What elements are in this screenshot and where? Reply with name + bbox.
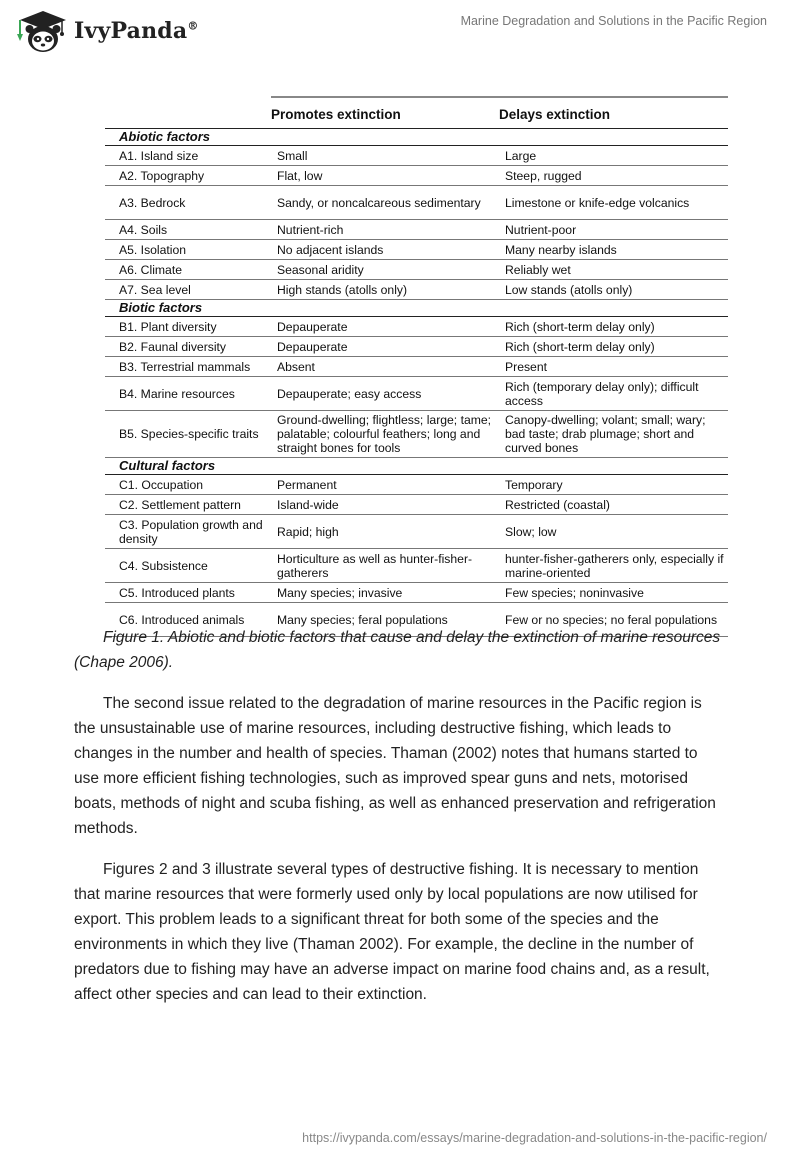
- promotes-cell: Horticulture as well as hunter-fisher-gatherers: [271, 549, 499, 583]
- factor-cell: B3. Terrestrial mammals: [105, 357, 271, 377]
- body-paragraph: Figures 2 and 3 illustrate several types of destructive fishing. It is necessary to mention that marine resources that were formerly used only by local populations are now utilised for export. This problem leads to a significant threat for both some of the species and the environments in which they live (Thaman 2002). For example, the decline in the number of predators due to fishing may have an adverse impact on marine food chains and, as a result, affect other species and can lead to their extinction.: [74, 861, 710, 1003]
- delays-cell: Rich (short-term delay only): [499, 337, 728, 357]
- header-delays: Delays extinction: [499, 97, 728, 129]
- factor-cell: B4. Marine resources: [105, 377, 271, 411]
- figure-caption: Figure 1. Abiotic and biotic factors that cause and delay the extinction of marine resources (Chape 2006).: [74, 629, 721, 671]
- promotes-cell: Small: [271, 146, 499, 166]
- promotes-cell: No adjacent islands: [271, 240, 499, 260]
- promotes-cell: Depauperate; easy access: [271, 377, 499, 411]
- section-row-abiotic: [105, 129, 728, 146]
- promotes-cell: High stands (atolls only): [271, 280, 499, 300]
- factor-cell: A3. Bedrock: [105, 186, 271, 220]
- header-promotes: Promotes extinction: [271, 97, 499, 129]
- factor-cell: B5. Species-specific traits: [105, 411, 271, 458]
- delays-cell: Few or no species; no feral populations: [499, 603, 728, 637]
- page-header: [0, 0, 800, 60]
- brand-name: IvyPanda®: [74, 18, 199, 44]
- table-row: [105, 515, 728, 549]
- delays-cell: Canopy-dwelling; volant; small; wary; bad taste; drab plumage; short and curved bones: [499, 411, 728, 458]
- promotes-cell: Permanent: [271, 475, 499, 495]
- promotes-cell: Rapid; high: [271, 515, 499, 549]
- delays-cell: Rich (temporary delay only); difficult access: [499, 377, 728, 411]
- table-row: [105, 260, 728, 280]
- promotes-cell: Island-wide: [271, 495, 499, 515]
- figure-1: [105, 96, 728, 637]
- section-title: Abiotic factors: [105, 129, 728, 146]
- delays-cell: Limestone or knife-edge volcanics: [499, 186, 728, 220]
- ivypanda-logo[interactable]: [14, 8, 204, 54]
- factor-cell: A7. Sea level: [105, 280, 271, 300]
- table-row: [105, 357, 728, 377]
- factor-cell: C5. Introduced plants: [105, 583, 271, 603]
- table-row: [105, 337, 728, 357]
- promotes-cell: Flat, low: [271, 166, 499, 186]
- delays-cell: Many nearby islands: [499, 240, 728, 260]
- source-url[interactable]: https://ivypanda.com/essays/marine-degradation-and-solutions-in-the-pacific-region/: [302, 1131, 767, 1145]
- promotes-cell: Absent: [271, 357, 499, 377]
- table-header-row: [105, 97, 728, 129]
- delays-cell: Reliably wet: [499, 260, 728, 280]
- delays-cell: Large: [499, 146, 728, 166]
- document-title: Marine Degradation and Solutions in the Pacific Region: [460, 14, 767, 28]
- delays-cell: Few species; noninvasive: [499, 583, 728, 603]
- promotes-cell: Many species; invasive: [271, 583, 499, 603]
- table-row: [105, 146, 728, 166]
- factor-cell: A2. Topography: [105, 166, 271, 186]
- factor-cell: C2. Settlement pattern: [105, 495, 271, 515]
- section-row-biotic: [105, 300, 728, 317]
- delays-cell: Steep, rugged: [499, 166, 728, 186]
- promotes-cell: Depauperate: [271, 337, 499, 357]
- delays-cell: hunter-fisher-gatherers only, especially if marine-oriented: [499, 549, 728, 583]
- table-row: [105, 166, 728, 186]
- table-row: [105, 583, 728, 603]
- factor-cell: B2. Faunal diversity: [105, 337, 271, 357]
- factor-cell: A5. Isolation: [105, 240, 271, 260]
- delays-cell: Rich (short-term delay only): [499, 317, 728, 337]
- promotes-cell: Ground-dwelling; flightless; large; tame; palatable; colourful feathers; long and straight bones for tools: [271, 411, 499, 458]
- delays-cell: Low stands (atolls only): [499, 280, 728, 300]
- table-row: [105, 475, 728, 495]
- delays-cell: Slow; low: [499, 515, 728, 549]
- factor-cell: A1. Island size: [105, 146, 271, 166]
- table-row: [105, 411, 728, 458]
- section-title: Biotic factors: [105, 300, 728, 317]
- factor-cell: C6. Introduced animals: [105, 603, 271, 637]
- factor-cell: C1. Occupation: [105, 475, 271, 495]
- delays-cell: Restricted (coastal): [499, 495, 728, 515]
- table-row: [105, 186, 728, 220]
- table-row: [105, 377, 728, 411]
- extinction-factors-table: [105, 96, 728, 637]
- promotes-cell: Nutrient-rich: [271, 220, 499, 240]
- table-row: [105, 280, 728, 300]
- table-row: [105, 317, 728, 337]
- body-paragraph: The second issue related to the degradation of marine resources in the Pacific region is the unsustainable use of marine resources, including destructive fishing, which leads to changes in the number and health of species. Thaman (2002) notes that humans started to use more efficient fishing technologies, such as improved spear guns and nets, motorised boats, methods of night and scuba fishing, as well as enhanced preservation and refrigeration methods.: [74, 695, 716, 837]
- factor-cell: C4. Subsistence: [105, 549, 271, 583]
- panda-graduate-icon: [14, 8, 72, 54]
- delays-cell: Nutrient-poor: [499, 220, 728, 240]
- delays-cell: Temporary: [499, 475, 728, 495]
- section-title: Cultural factors: [105, 458, 728, 475]
- table-row: [105, 549, 728, 583]
- delays-cell: Present: [499, 357, 728, 377]
- promotes-cell: Seasonal aridity: [271, 260, 499, 280]
- promotes-cell: Depauperate: [271, 317, 499, 337]
- factor-cell: A4. Soils: [105, 220, 271, 240]
- factor-cell: C3. Population growth and density: [105, 515, 271, 549]
- promotes-cell: Many species; feral populations: [271, 603, 499, 637]
- section-row-cultural: [105, 458, 728, 475]
- header-factor: [105, 97, 271, 129]
- table-row: [105, 240, 728, 260]
- factor-cell: A6. Climate: [105, 260, 271, 280]
- factor-cell: B1. Plant diversity: [105, 317, 271, 337]
- promotes-cell: Sandy, or noncalcareous sedimentary: [271, 186, 499, 220]
- table-row: [105, 220, 728, 240]
- table-row: [105, 495, 728, 515]
